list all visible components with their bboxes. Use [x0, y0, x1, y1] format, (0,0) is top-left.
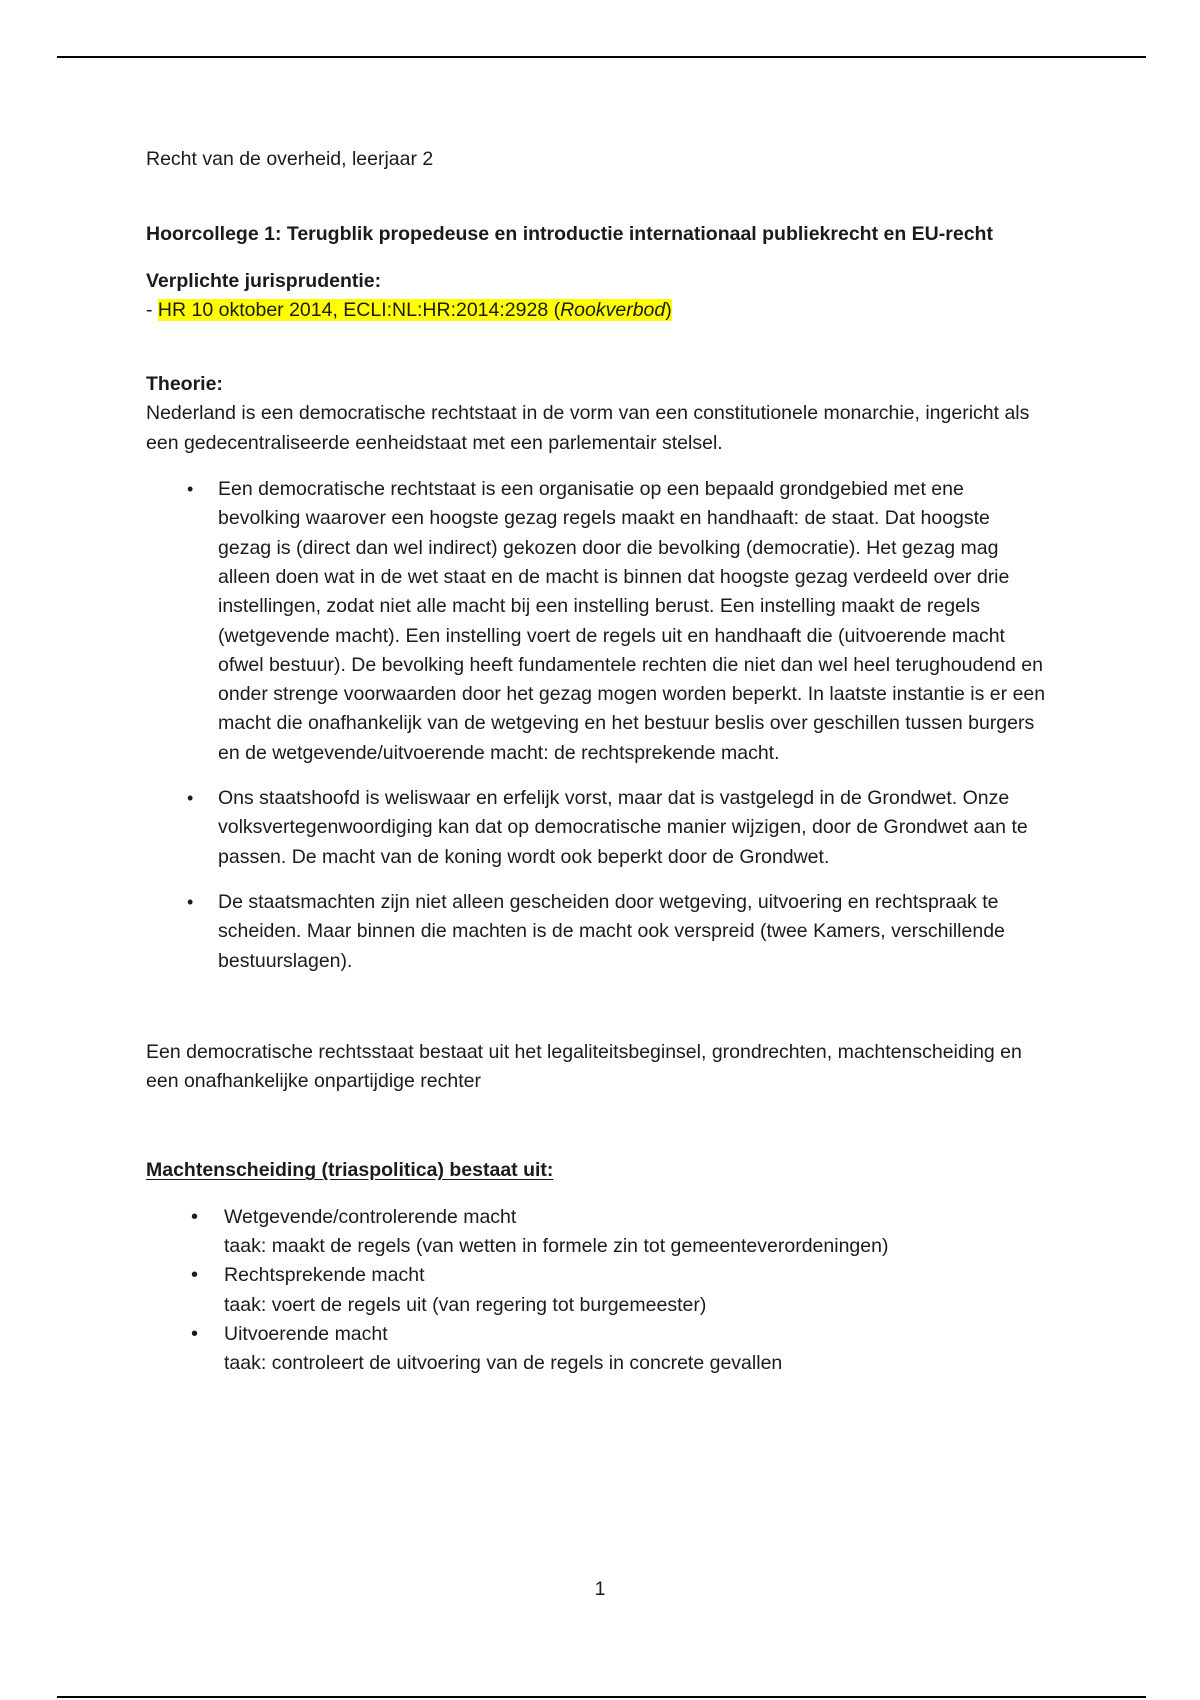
trias-heading: Machtenscheiding (triaspolitica) bestaat uit: — [146, 1159, 554, 1182]
theory-intro: Nederland is een democratische rechtstaat in de vorm van een constitutionele monarchie, ingericht als een gedecentraliseerde eenheidstaat met een parlementair stelsel. — [146, 402, 1030, 454]
lecture-title: Hoorcollege 1: Terugblik propedeuse en introductie internationaal publiekrecht en EU-recht — [146, 223, 993, 246]
list-item — [187, 784, 1047, 872]
power-label: Wetgevende/controlerende macht — [224, 1205, 517, 1228]
list-item — [191, 1261, 1046, 1320]
bullet-text: Een democratische rechtstaat is een organisatie op een bepaald grondgebied met ene bevolking waarover een hoogste gezag regels maakt en handhaaft: de staat. Dat hoogste gezag is (direct dan wel indirect) gekozen door die bevolking (democratie). Het gezag mag alleen doen wat in de wet staat en de macht is binnen dat hoogste gezag verdeeld over drie instellingen, zodat niet alle macht bij een instelling berust. Een instelling maakt de regels (wetgevende macht). Een instelling voert de regels uit en handhaaft die (uitvoerende macht ofwel bestuur). De bevolking heeft fundamentele rechten die niet dan wel heel terughoudend en onder strenge voorwaarden door het gezag mogen worden beperkt. In laatste instantie is er een macht die onafhankelijk van de wetgeving en het bestuur beslis over geschillen tussen burgers en de wetgevende/uitvoerende macht: de rechtsprekende macht. — [218, 478, 1046, 764]
page-number: 1 — [594, 1578, 606, 1600]
list-item — [187, 475, 1047, 768]
power-label: Uitvoerende macht — [224, 1322, 388, 1345]
bullet-icon: • — [191, 1264, 199, 1287]
theory-bullet-list — [146, 475, 1047, 976]
power-task: taak: voert de regels uit (van regering tot burgemeester) — [224, 1293, 707, 1316]
page-body — [146, 145, 1046, 1379]
trias-list — [146, 1203, 1046, 1379]
bullet-icon: • — [187, 479, 194, 500]
jurisprudence-item — [146, 296, 1046, 325]
rechtsstaat-summary: Een democratische rechtsstaat bestaat uit het legaliteitsbeginsel, grondrechten, machtenscheiding en een onafhankelijke onpartijdige rechter — [146, 1040, 1022, 1093]
case-citation-highlight — [158, 299, 672, 321]
case-citation-close: ) — [665, 298, 672, 321]
header-rule — [57, 56, 1146, 58]
bullet-icon: • — [191, 1205, 199, 1228]
power-task: taak: maakt de regels (van wetten in formele zin tot gemeenteverordeningen) — [224, 1235, 889, 1258]
power-label: Rechtsprekende macht — [224, 1264, 425, 1287]
power-task: taak: controleert de uitvoering van de regels in concrete gevallen — [224, 1352, 783, 1375]
document-subject: Recht van de overheid, leerjaar 2 — [146, 148, 434, 170]
bullet-icon: • — [187, 891, 194, 912]
case-citation: HR 10 oktober 2014, ECLI:NL:HR:2014:2928 ( — [157, 298, 561, 321]
list-item — [187, 888, 1047, 976]
list-item — [191, 1203, 1046, 1262]
jurisprudence-heading: Verplichte jurisprudentie: — [146, 269, 382, 292]
footer-rule — [57, 1696, 1146, 1698]
bullet-text: De staatsmachten zijn niet alleen gescheiden door wetgeving, uitvoering en rechtspraak te scheiden. Maar binnen die machten is de macht ook verspreid (twee Kamers, verschillende bestuurslagen). — [218, 890, 1005, 972]
list-item — [191, 1320, 1046, 1379]
bullet-text: Ons staatshoofd is weliswaar en erfelijk vorst, maar dat is vastgelegd in de Grondwet. Onze volksvertegenwoordiging kan dat op democratische manier wijzigen, door de Grondwet aan te passen. De macht van de koning wordt ook beperkt door de Grondwet. — [218, 787, 1028, 868]
theory-heading: Theorie: — [146, 373, 223, 396]
list-dash: - — [146, 298, 158, 321]
bullet-icon: • — [191, 1322, 199, 1345]
case-name: Rookverbod — [560, 298, 666, 321]
bullet-icon: • — [187, 788, 194, 809]
